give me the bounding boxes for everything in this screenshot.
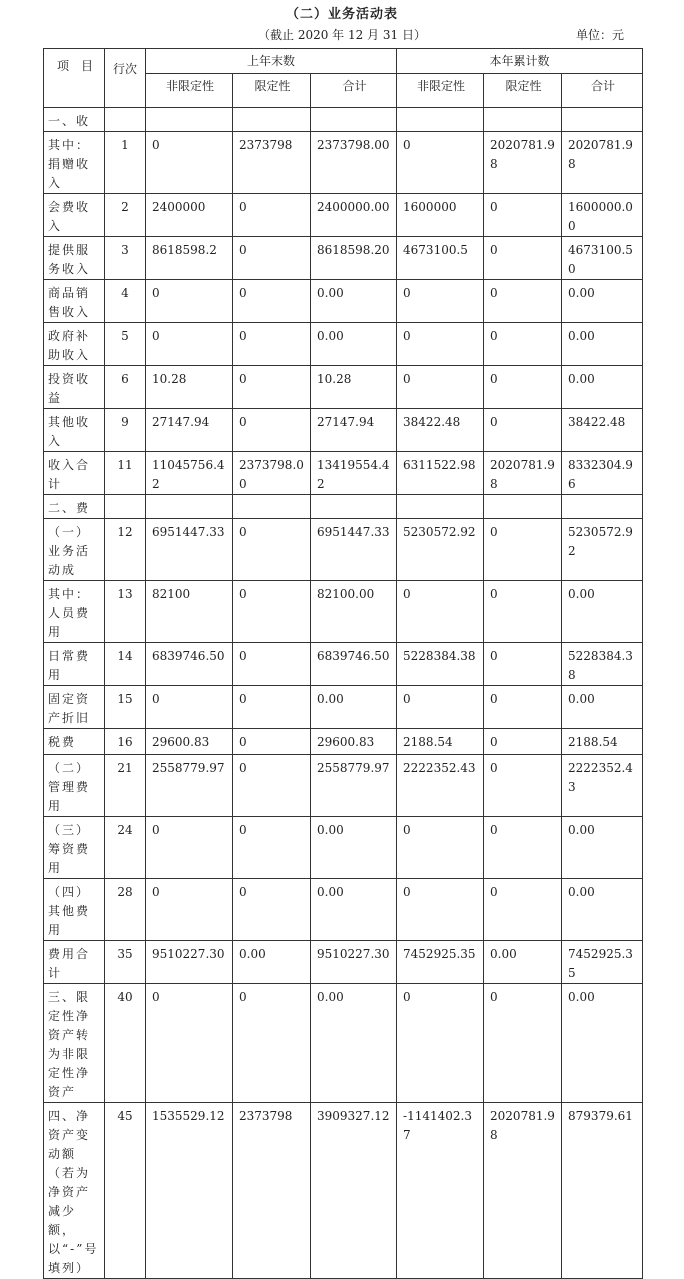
cell-prev-restricted: 2373798 [233,132,311,194]
cell-curr-total: 2020781.98 [562,132,643,194]
cell-curr-restricted: 0 [484,581,562,643]
cell-prev-total: 2400000.00 [311,194,397,237]
cell-curr-restricted: 0 [484,729,562,755]
cell-prev-unrestricted: 0 [146,984,233,1103]
row-item-label: 收入合计 [44,452,105,495]
row-item-label: 日常费用 [44,643,105,686]
row-item-label: 投资收益 [44,366,105,409]
cell-curr-unrestricted: 1600000 [397,194,484,237]
cell-prev-total: 0.00 [311,879,397,941]
header-curr-unrestricted: 非限定性 [397,74,484,108]
table-row [44,519,643,581]
row-line-number: 28 [105,879,146,941]
cell-prev-unrestricted [146,495,233,519]
header-prev-total: 合计 [311,74,397,108]
header-curr-total: 合计 [562,74,643,108]
row-item-label: 其中：人员费用 [44,581,105,643]
cell-prev-restricted: 0.00 [233,941,311,984]
cell-curr-total: 0.00 [562,984,643,1103]
cell-prev-unrestricted: 9510227.30 [146,941,233,984]
cell-prev-unrestricted: 2400000 [146,194,233,237]
row-item-label: 其他收入 [44,409,105,452]
cell-prev-total: 10.28 [311,366,397,409]
cell-curr-restricted: 0 [484,323,562,366]
cell-prev-unrestricted: 11045756.42 [146,452,233,495]
table-row [44,108,643,132]
table-row [44,280,643,323]
row-line-number [105,108,146,132]
table-row [44,729,643,755]
currency-unit: 单位：元 [575,28,624,42]
cell-prev-total [311,495,397,519]
header-line-no: 行次 [105,49,146,108]
row-item-label: 固定资产折旧 [44,686,105,729]
cell-prev-unrestricted: 0 [146,132,233,194]
cell-prev-restricted: 0 [233,237,311,280]
table-row [44,1103,643,1279]
row-item-label: （二）管理费用 [44,755,105,817]
cell-prev-total [311,108,397,132]
row-item-label: 费用合计 [44,941,105,984]
cell-prev-total: 0.00 [311,817,397,879]
row-line-number: 14 [105,643,146,686]
cell-prev-restricted: 0 [233,686,311,729]
row-item-label: 四、净资产变动额（若为净资产减少额，以“-”号填列） [44,1103,105,1279]
cell-prev-restricted: 0 [233,755,311,817]
cell-curr-unrestricted: 0 [397,323,484,366]
cell-prev-unrestricted: 0 [146,879,233,941]
cell-curr-total: 5228384.38 [562,643,643,686]
cell-prev-total: 6951447.33 [311,519,397,581]
table-row [44,409,643,452]
row-item-label: 其中：捐赠收入 [44,132,105,194]
row-item-label: 商品销售收入 [44,280,105,323]
row-item-label: 三、限定性净资产转为非限定性净资产 [44,984,105,1103]
cell-prev-restricted: 0 [233,323,311,366]
cell-prev-unrestricted: 27147.94 [146,409,233,452]
cell-prev-total: 6839746.50 [311,643,397,686]
cell-curr-total: 0.00 [562,879,643,941]
cell-prev-restricted: 0 [233,817,311,879]
cell-prev-unrestricted: 29600.83 [146,729,233,755]
cell-curr-unrestricted: 7452925.35 [397,941,484,984]
cell-curr-total: 8332304.96 [562,452,643,495]
cell-curr-total [562,108,643,132]
row-line-number: 45 [105,1103,146,1279]
row-line-number: 1 [105,132,146,194]
cell-prev-unrestricted: 0 [146,817,233,879]
cell-curr-unrestricted: 2222352.43 [397,755,484,817]
row-line-number: 11 [105,452,146,495]
cell-prev-unrestricted: 0 [146,323,233,366]
cell-prev-restricted: 0 [233,280,311,323]
cell-prev-restricted: 0 [233,729,311,755]
cell-curr-total [562,495,643,519]
cell-prev-unrestricted: 0 [146,686,233,729]
cell-prev-restricted: 0 [233,519,311,581]
cell-curr-unrestricted: 0 [397,817,484,879]
cell-curr-total: 0.00 [562,686,643,729]
cell-prev-unrestricted: 2558779.97 [146,755,233,817]
table-row [44,323,643,366]
cell-curr-unrestricted: 0 [397,366,484,409]
cell-curr-restricted: 0 [484,409,562,452]
cell-curr-restricted: 0 [484,366,562,409]
cell-curr-restricted: 0 [484,194,562,237]
cell-curr-unrestricted: -1141402.37 [397,1103,484,1279]
cell-curr-unrestricted: 0 [397,879,484,941]
cell-prev-restricted: 2373798 [233,1103,311,1279]
row-item-label: （四）其他费用 [44,879,105,941]
cell-prev-restricted: 0 [233,984,311,1103]
row-item-label: （三）筹资费用 [44,817,105,879]
header-item: 项 目 [44,49,105,108]
cell-prev-unrestricted: 6839746.50 [146,643,233,686]
cell-curr-total: 0.00 [562,817,643,879]
cell-prev-restricted [233,495,311,519]
cell-prev-total: 8618598.20 [311,237,397,280]
row-line-number: 2 [105,194,146,237]
header-prev-year: 上年末数 [146,49,397,74]
cell-curr-restricted: 0 [484,280,562,323]
table-row [44,452,643,495]
cell-curr-restricted: 0 [484,879,562,941]
row-line-number: 24 [105,817,146,879]
table-row [44,581,643,643]
cell-curr-restricted: 0 [484,755,562,817]
cell-prev-total: 0.00 [311,984,397,1103]
cell-curr-unrestricted: 5228384.38 [397,643,484,686]
cell-curr-unrestricted: 0 [397,686,484,729]
table-row [44,686,643,729]
cell-prev-total: 13419554.42 [311,452,397,495]
cell-curr-total: 5230572.92 [562,519,643,581]
table-row [44,755,643,817]
table-row [44,984,643,1103]
cell-curr-unrestricted: 6311522.98 [397,452,484,495]
row-line-number: 6 [105,366,146,409]
row-line-number: 40 [105,984,146,1103]
cell-prev-restricted: 0 [233,879,311,941]
cell-prev-unrestricted: 1535529.12 [146,1103,233,1279]
row-line-number: 16 [105,729,146,755]
cell-prev-total: 27147.94 [311,409,397,452]
cell-prev-total: 82100.00 [311,581,397,643]
cell-curr-total: 4673100.50 [562,237,643,280]
cell-curr-total: 2188.54 [562,729,643,755]
cell-curr-restricted: 0 [484,643,562,686]
row-line-number: 4 [105,280,146,323]
cell-curr-restricted: 2020781.98 [484,452,562,495]
cell-curr-unrestricted [397,108,484,132]
cell-prev-total: 0.00 [311,280,397,323]
cell-curr-restricted: 0 [484,519,562,581]
cell-curr-restricted: 0 [484,984,562,1103]
header-curr-restricted: 限定性 [484,74,562,108]
row-line-number: 5 [105,323,146,366]
row-item-label: （一）业务活动成 [44,519,105,581]
header-prev-unrestricted: 非限定性 [146,74,233,108]
row-item-label: 一、收 [44,108,105,132]
row-item-label: 提供服务收入 [44,237,105,280]
cell-prev-restricted [233,108,311,132]
cell-curr-restricted: 0 [484,817,562,879]
cell-prev-total: 2558779.97 [311,755,397,817]
report-title: （二）业务活动表 [285,7,398,22]
cell-curr-restricted: 2020781.98 [484,132,562,194]
cell-curr-restricted: 0 [484,686,562,729]
cell-curr-restricted: 0.00 [484,941,562,984]
row-item-label: 税费 [44,729,105,755]
cell-prev-total: 2373798.00 [311,132,397,194]
table-row [44,817,643,879]
cell-curr-restricted [484,108,562,132]
cell-curr-unrestricted: 2188.54 [397,729,484,755]
table-body [44,108,643,1279]
table-row [44,879,643,941]
table-row [44,237,643,280]
cell-prev-total: 29600.83 [311,729,397,755]
row-line-number: 12 [105,519,146,581]
cell-curr-restricted [484,495,562,519]
cell-curr-unrestricted: 5230572.92 [397,519,484,581]
cell-curr-total: 38422.48 [562,409,643,452]
cell-curr-unrestricted [397,495,484,519]
cell-curr-total: 1600000.00 [562,194,643,237]
row-item-label: 二、费 [44,495,105,519]
cell-prev-unrestricted: 6951447.33 [146,519,233,581]
cell-prev-unrestricted: 82100 [146,581,233,643]
cell-prev-unrestricted: 0 [146,280,233,323]
cell-prev-restricted: 0 [233,581,311,643]
row-item-label: 政府补助收入 [44,323,105,366]
cell-prev-restricted: 0 [233,366,311,409]
table-row [44,941,643,984]
cell-curr-unrestricted: 0 [397,132,484,194]
cell-prev-restricted: 0 [233,409,311,452]
cell-prev-unrestricted [146,108,233,132]
cell-curr-total: 0.00 [562,581,643,643]
table-row [44,643,643,686]
cell-curr-unrestricted: 0 [397,581,484,643]
row-line-number: 3 [105,237,146,280]
cell-curr-total: 7452925.35 [562,941,643,984]
cell-prev-restricted: 0 [233,194,311,237]
table-row [44,366,643,409]
cell-prev-restricted: 2373798.00 [233,452,311,495]
cell-curr-unrestricted: 0 [397,280,484,323]
row-line-number: 35 [105,941,146,984]
cell-curr-unrestricted: 4673100.5 [397,237,484,280]
row-line-number: 9 [105,409,146,452]
cell-curr-total: 0.00 [562,323,643,366]
cell-curr-unrestricted: 38422.48 [397,409,484,452]
row-line-number: 21 [105,755,146,817]
cell-prev-total: 0.00 [311,686,397,729]
row-line-number: 15 [105,686,146,729]
report-date: （截止 2020 年 12 月 31 日） [258,28,426,42]
cell-curr-restricted: 0 [484,237,562,280]
row-line-number: 13 [105,581,146,643]
row-line-number [105,495,146,519]
cell-prev-unrestricted: 8618598.2 [146,237,233,280]
table-row [44,495,643,519]
cell-prev-total: 0.00 [311,323,397,366]
cell-prev-restricted: 0 [233,643,311,686]
cell-curr-restricted: 2020781.98 [484,1103,562,1279]
table-row [44,132,643,194]
cell-curr-unrestricted: 0 [397,984,484,1103]
cell-prev-unrestricted: 10.28 [146,366,233,409]
activity-statement-table [43,48,643,1279]
header-curr-year: 本年累计数 [397,49,643,74]
row-item-label: 会费收入 [44,194,105,237]
cell-prev-total: 9510227.30 [311,941,397,984]
cell-curr-total: 879379.61 [562,1103,643,1279]
cell-curr-total: 0.00 [562,366,643,409]
header-prev-restricted: 限定性 [233,74,311,108]
cell-prev-total: 3909327.12 [311,1103,397,1279]
cell-curr-total: 2222352.43 [562,755,643,817]
cell-curr-total: 0.00 [562,280,643,323]
table-row [44,194,643,237]
